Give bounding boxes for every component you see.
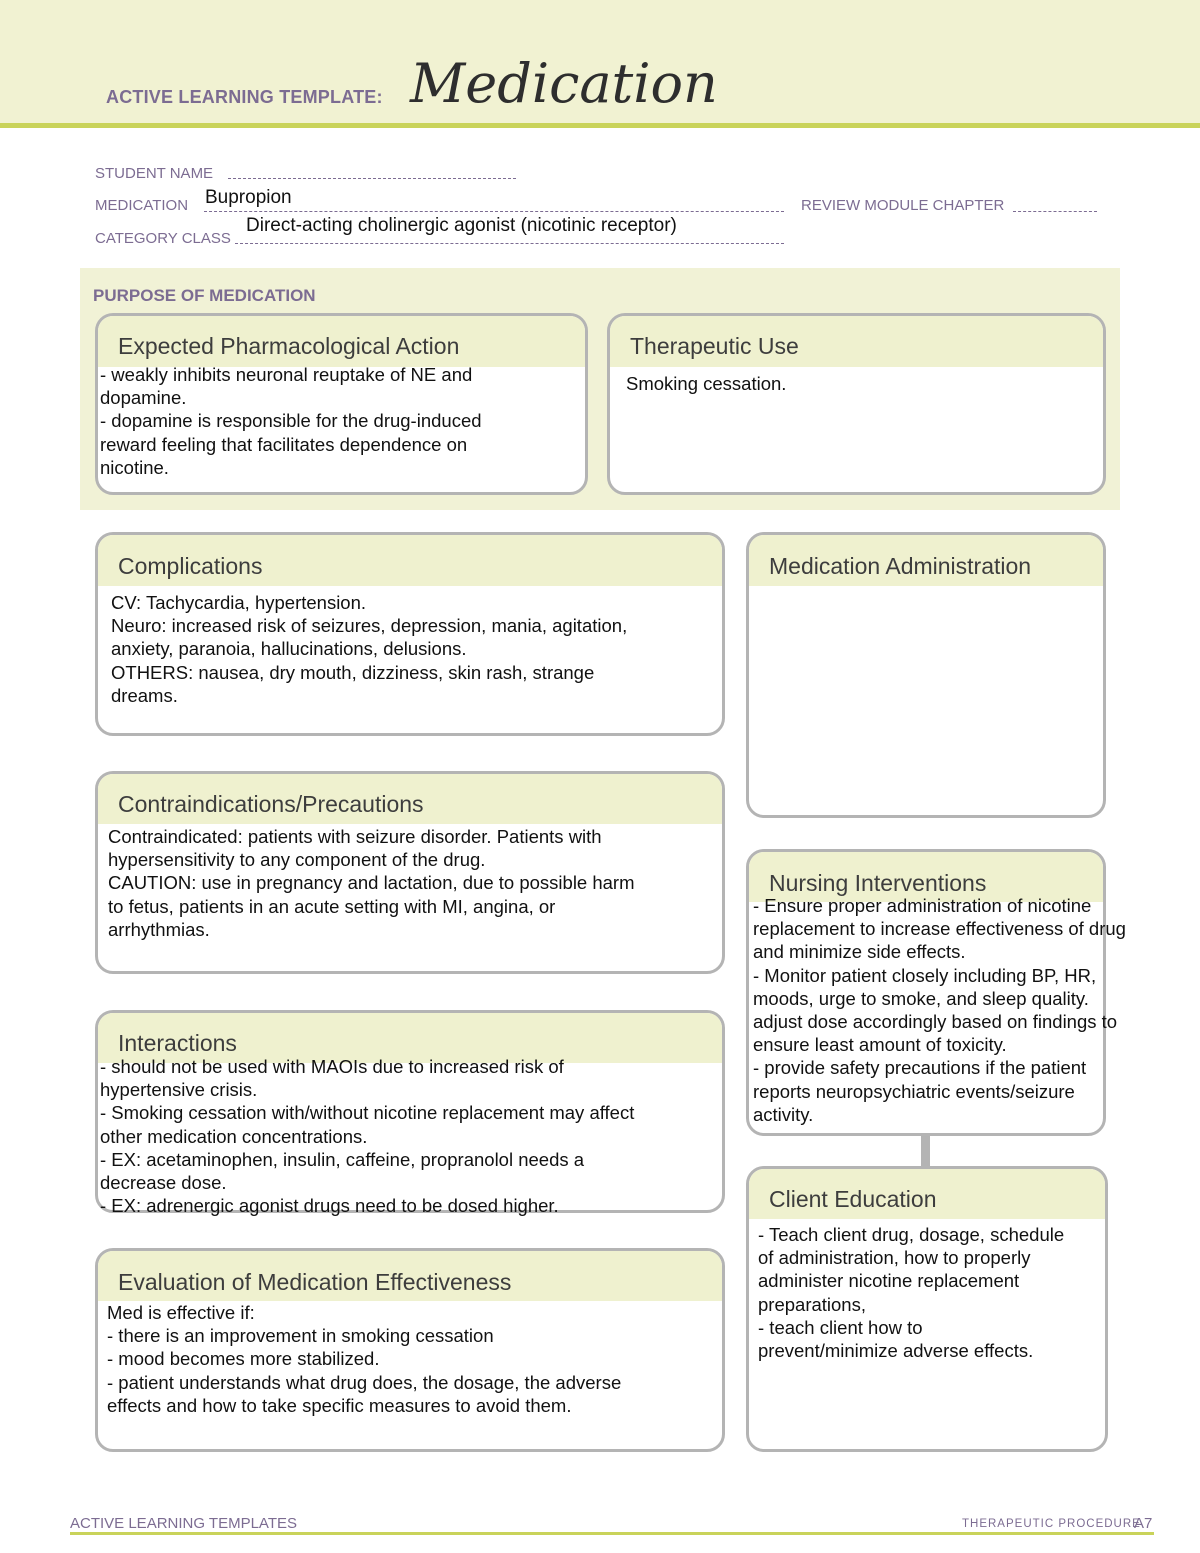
medication-field[interactable] [204,187,784,212]
box-title: Evaluation of Medication Effectiveness [118,1269,512,1295]
footer-section: THERAPEUTIC PROCEDURE [962,1518,1141,1530]
therapeutic-use-box [607,313,1106,495]
evaluation-text[interactable]: Med is effective if: - there is an improvement in smoking cessation - mood becomes more stabilized. - patient understands what drug does, the dosage, the adverse effects and how to take specific measures to avoid them. [107,1302,622,1416]
box-title: Therapeutic Use [630,333,799,359]
connector-line [921,1134,930,1167]
contraindications-box [95,771,725,974]
template-prefix: ACTIVE LEARNING TEMPLATE: [106,87,383,107]
interactions-text[interactable]: - should not be used with MAOIs due to increased risk of hypertensive crisis. - Smoking cessation with/without nicotine replacement may affect other medication concentrations. - EX: acetaminophen, insulin, caffeine, propranolol needs a decrease dose. - EX: adrenergic agonist drugs need to be dosed higher. [100,1056,635,1217]
category-class-field[interactable] [235,215,784,244]
box-title: Client Education [769,1186,937,1212]
box-title: Complications [118,553,263,579]
nursing-interventions-box [746,849,1126,1136]
complications-text[interactable]: CV: Tachycardia, hypertension. Neuro: increased risk of seizures, depression, mania, agitation, anxiety, paranoia, hallucinations, delusions. OTHERS: nausea, dry mouth, dizziness, skin rash, strange dreams. [111,592,628,706]
evaluation-box [95,1248,725,1452]
interactions-box [95,1010,725,1217]
footer-rule [70,1532,1154,1535]
footer-left: ACTIVE LEARNING TEMPLATES [70,1515,297,1532]
box-title: Expected Pharmacological Action [118,333,460,359]
nursing-interventions-text[interactable]: - Ensure proper administration of nicotine replacement to increase effectiveness of drug and minimize side effects. - Monitor patient closely including BP, HR, moods, urge to smoke, and sleep quality. adjust dose accordingly based on findings to ensure least amount of toxicity. - provide safety precautions if the patient reports neuropsychiatric events/seizure activity. [753,895,1126,1125]
expected-action-text[interactable]: - weakly inhibits neuronal reuptake of NE and dopamine. - dopamine is responsible for the drug-induced reward feeling that facilitates dependence on nicotine. [100,364,482,478]
client-education-text[interactable]: - Teach client drug, dosage, schedule of administration, how to properly administer nicotine replacement preparations, - teach client how to prevent/minimize adverse effects. [758,1224,1065,1362]
page-title: Medication [410,52,718,115]
header-banner [0,0,1200,128]
expected-action-box [95,313,588,495]
category-class-label: CATEGORY CLASS [95,230,231,247]
complications-box [95,532,725,736]
contraindications-text[interactable]: Contraindicated: patients with seizure disorder. Patients with hypersensitivity to any component of the drug. CAUTION: use in pregnancy and lactation, due to possible harm to fetus, patients in an acute setting with MI, angina, or arrhythmias. [108,826,635,940]
box-title: Medication Administration [769,553,1032,579]
student-name-field[interactable] [228,178,516,179]
box-title: Nursing Interventions [769,870,987,896]
category-class-value: Direct-acting cholinergic agonist (nicotinic receptor) [246,215,677,236]
review-module-label: REVIEW MODULE CHAPTER [801,197,1005,214]
purpose-heading: PURPOSE OF MEDICATION [93,286,316,305]
medication-administration-box [746,532,1106,818]
page-number: A7 [1134,1515,1153,1532]
client-education-box [746,1166,1108,1452]
review-module-field[interactable] [1013,211,1097,212]
medication-label: MEDICATION [95,197,189,214]
medication-value: Bupropion [205,187,292,208]
student-name-label: STUDENT NAME [95,165,214,182]
therapeutic-use-text[interactable]: Smoking cessation. [626,373,787,394]
box-title: Interactions [118,1030,237,1056]
box-title: Contraindications/Precautions [118,791,424,817]
